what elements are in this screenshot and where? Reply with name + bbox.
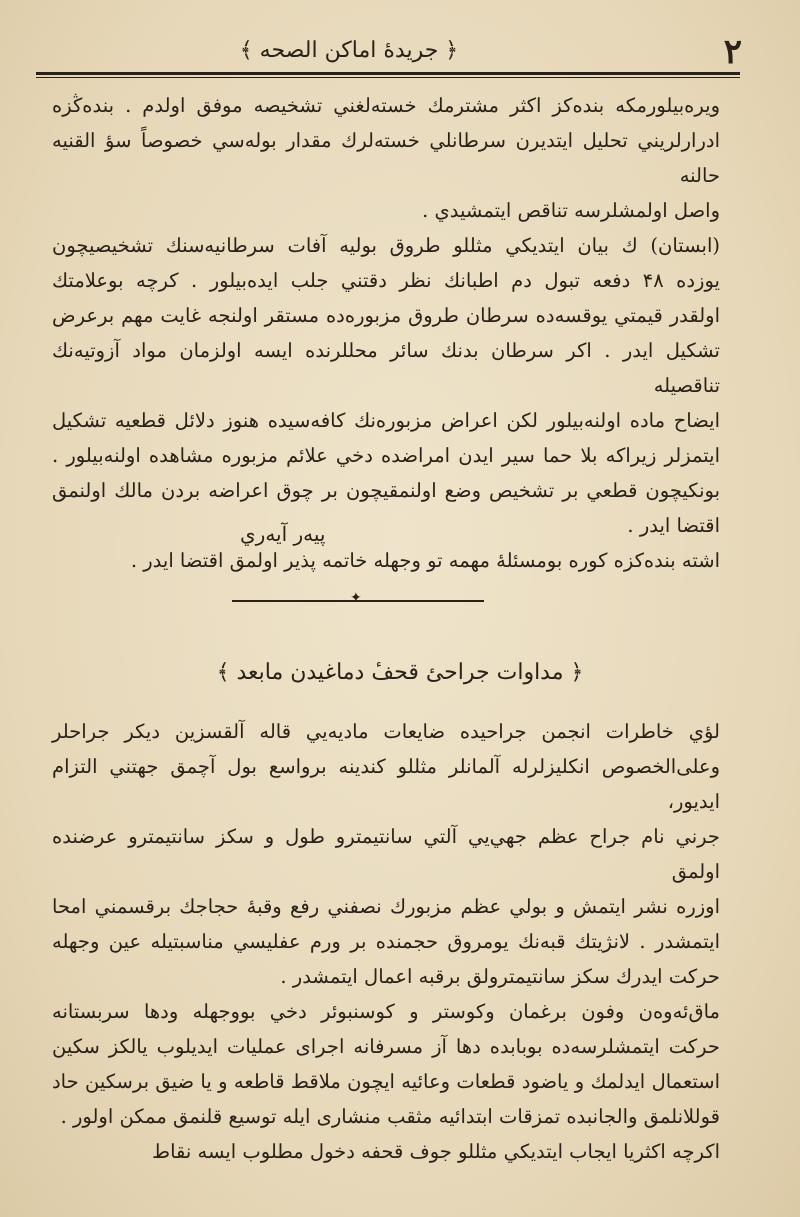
text-line: يوزده ۴۸ دفعه تبول دم اطبانك نظر دقتني جلب ايده‌بيلور . كرچه بوعلامتك: [52, 269, 720, 292]
text-line: واصل اولمشلرسه تناقص ايتمشيدي .: [422, 199, 720, 222]
paragraph: [52, 994, 720, 1134]
article-continuation: [52, 88, 720, 578]
text-line: اولقدر قيمتي يوقسه‌ده سرطان طروق مزبوره‌ده مستقر اولنجه غايت مهم برعرض: [52, 304, 720, 327]
text-line: لؤي خاطرات انجمن جراحيده ضايعات ماديه‌يي قاله آلقسزين ديكر جراحلر: [52, 720, 720, 743]
text-line: اشته بنده‌كزه كوره بومسئلهٔ مهمه تو وجهله خاتمه پذير اولمق اقتضا ايدر .: [130, 549, 720, 572]
text-line: (ابستان) ك بيان ايتديكي مثللو طروق بوليه آفات سرطانيه‌سنك تشخيصيچون: [52, 234, 720, 257]
text-line: اقتضا ايدر .: [627, 514, 720, 537]
section-divider: [232, 590, 484, 606]
text-line: ايتمزلر زيراكه بلا حما سير ايدن امراضده دخي علائم مزبوره مشاهده اولنه‌بيلور .: [52, 444, 720, 467]
text-line: ايتمشدر . لانژيتك قبه‌نك يومروق حجمنده بر ورم عفليسي مناسبتيله عين وجهله: [52, 930, 720, 953]
header-rule: [36, 72, 740, 75]
text-line: وعلى‌الخصوص انكليزلرله آلمانلر مثللو كندينه برواسع بول آچمق جهتني التزام ايديور،: [52, 755, 720, 813]
paragraph: [52, 88, 720, 228]
author-signature: پيه‌ر آيه‌ري: [240, 522, 326, 546]
paragraph: [52, 1134, 720, 1169]
text-line: استعمال ايدلمك و ياضود قطعات وعائيه ايچون ملاقط قاطعه و يا ضيق برسكين حاد: [52, 1070, 720, 1093]
page-header: [36, 30, 742, 74]
header-rule-thin: [36, 77, 740, 78]
paragraph: [52, 228, 720, 543]
text-line: قوللانلمق والجانبده تمزقات ابتدائيه مثقب منشارى ايله توسيع قلنمق ممكن اولور .: [60, 1105, 720, 1128]
text-line: اوزره نشر ايتمش و بولي عظم مزبورك نصفني رفع وقبهٔ حجاجك برقسمني امحا: [52, 895, 720, 918]
text-line: اكرچه اكثريا ايجاب ايتديكي مثللو جوف قحفه دخول مطلوب ايسه نقاط: [152, 1140, 720, 1163]
text-line: حركت ايتمشلرسه‌ده بوبابده دها آز مسرفانه اجراى عمليات ايديلوب يالكز سكين: [52, 1035, 720, 1058]
section-title: ﴿ مداوات جراحئ قحفٔ دماغيدن مابعد ﴾: [216, 660, 584, 685]
running-title: ﴿ جريدهٔ اماكن الصحه ﴾: [239, 38, 459, 63]
article-body: [52, 714, 720, 1169]
divider-ornament-icon: ✦: [350, 590, 362, 606]
text-line: بونكيچون قطعي بر تشخيص وضع اولنمقيچون بر چوق اعراضه بردن مالك اولنمق: [52, 479, 720, 502]
text-line: تشكيل ايدر . اكر سرطان بدنك سائر محللرنده ايسه اولزمان مواد آزوتيه‌نك تناقصيله: [52, 339, 720, 397]
text-line: ماق‌ئه‌وه‌ن وفون برغمان وكوستر و كوسنبوئر دخي بووجهله ودها سربستانه: [52, 1000, 720, 1023]
text-line: ايضاح ماده اولنه‌بيلور لكن اعراض مزبوره‌نك كافه‌سيده هنوز دلائل قطعيه تشكيل: [52, 409, 720, 432]
paragraph: [52, 543, 720, 578]
text-line: ادرارلريني تحليل ايتديرن سرطانلي خسته‌لرك مقدار بوله‌سي خصوصاً سؤ القنيه حالنه: [52, 129, 720, 187]
text-line: جرني نام جراح عظم جهي‌يي آلتي سانتيمترو طول و سكز سانتيمترو عرضنده اولمق: [52, 825, 720, 883]
page-number: ۲: [723, 32, 742, 72]
text-line: حركت ايدرك سكز سانتيمترولق برقبه اعمال ايتمشدر .: [280, 965, 720, 988]
paragraph: [52, 714, 720, 994]
text-line: ويره‌بيلورمكه بنده‌كز اكثر مشترمك خسته‌لغني تشخيصه موفق اولدم . بنده‌ڭزه: [52, 94, 720, 117]
